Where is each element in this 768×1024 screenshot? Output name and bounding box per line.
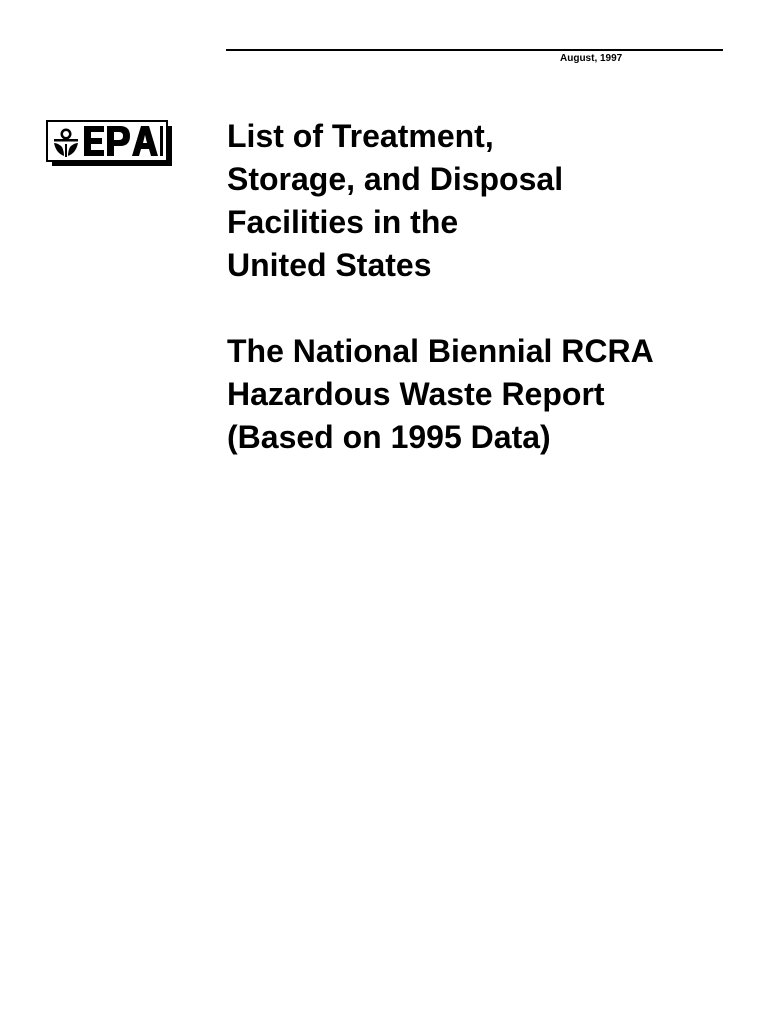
publication-date: August, 1997 — [560, 53, 623, 64]
subtitle-line: (Based on 1995 Data) — [227, 419, 551, 455]
document-subtitle — [227, 330, 757, 459]
title-line: Storage, and Disposal — [227, 161, 564, 197]
title-line: United States — [227, 247, 432, 283]
title-line: List of Treatment, — [227, 118, 494, 154]
document-title — [227, 115, 747, 287]
subtitle-line: The National Biennial RCRA — [227, 333, 654, 369]
header-rule — [226, 49, 723, 51]
title-line: Facilities in the — [227, 204, 459, 240]
epa-logo-graphic — [46, 120, 174, 168]
epa-logo — [46, 120, 174, 168]
subtitle-line: Hazardous Waste Report — [227, 376, 605, 412]
